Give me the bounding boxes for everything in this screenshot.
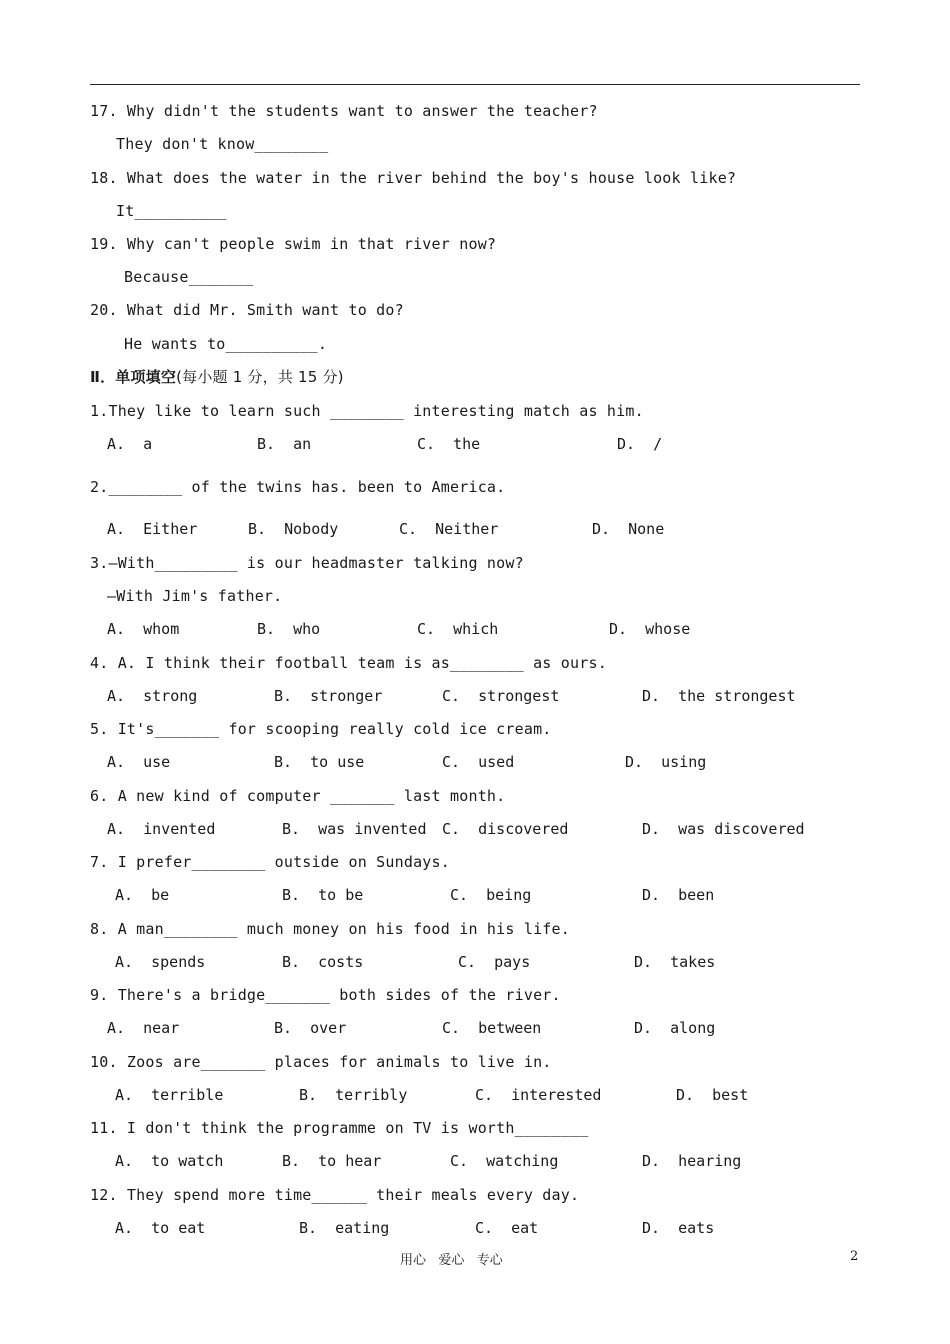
answer-19: Because_______ <box>124 268 254 286</box>
mc-option: D. been <box>642 886 715 904</box>
mc-option: A. to watch <box>115 1152 224 1170</box>
question-17: 17. Why didn't the students want to answer the teacher? <box>90 102 598 120</box>
mc-option: B. an <box>257 435 312 453</box>
mc-option: A. strong <box>107 687 198 705</box>
mc-option: B. Nobody <box>248 520 339 538</box>
mc-option: D. the strongest <box>642 687 796 705</box>
mc-question-4: 4. A. I think their football team is as________ as ours. <box>90 654 607 672</box>
mc-option: D. / <box>617 435 663 453</box>
mc-option: D. eats <box>642 1219 715 1237</box>
mc-option: B. costs <box>282 953 364 971</box>
question-19: 19. Why can't people swim in that river now? <box>90 235 497 253</box>
mc-option: C. eat <box>475 1219 539 1237</box>
mc-option: D. best <box>676 1086 749 1104</box>
answer-20: He wants to__________. <box>124 335 328 353</box>
mc-question-12: 12. They spend more time______ their meals every day. <box>90 1186 580 1204</box>
mc-option: A. terrible <box>115 1086 224 1104</box>
question-18: 18. What does the water in the river behind the boy's house look like? <box>90 169 737 187</box>
mc-option: C. pays <box>458 953 531 971</box>
mc-option: A. whom <box>107 620 180 638</box>
section-heading <box>90 367 344 387</box>
question-20: 20. What did Mr. Smith want to do? <box>90 301 404 319</box>
mc-option: B. who <box>257 620 321 638</box>
mc-option: A. invented <box>107 820 216 838</box>
mc-option: C. being <box>450 886 532 904</box>
mc-option: C. used <box>442 753 515 771</box>
answer-18: It__________ <box>116 202 227 220</box>
mc-option: C. watching <box>450 1152 559 1170</box>
mc-option: D. whose <box>609 620 691 638</box>
mc-option: D. using <box>625 753 707 771</box>
header-rule <box>90 84 860 85</box>
mc-question-10: 10. Zoos are_______ places for animals to live in. <box>90 1053 552 1071</box>
section-scoring: (每小题 1 分，共 15 分) <box>176 368 344 386</box>
section-title: Ⅱ．单项填空 <box>90 368 177 386</box>
mc-option: A. Either <box>107 520 198 538</box>
mc-option: D. takes <box>634 953 716 971</box>
mc-option: B. to hear <box>282 1152 382 1170</box>
mc-option: D. None <box>592 520 665 538</box>
mc-option: D. hearing <box>642 1152 742 1170</box>
mc-option: B. eating <box>299 1219 390 1237</box>
mc-option: A. a <box>107 435 153 453</box>
mc-question-1: 1.They like to learn such ________ interesting match as him. <box>90 402 644 420</box>
mc-option: C. discovered <box>442 820 569 838</box>
mc-question-3-reply: —With Jim's father. <box>107 587 283 605</box>
page-number: 2 <box>850 1249 859 1264</box>
answer-17: They don't know________ <box>116 135 329 153</box>
mc-question-6: 6. A new kind of computer _______ last month. <box>90 787 506 805</box>
mc-option: C. the <box>417 435 481 453</box>
mc-question-7: 7. I prefer________ outside on Sundays. <box>90 853 450 871</box>
mc-question-5: 5. It's_______ for scooping really cold ice cream. <box>90 720 552 738</box>
mc-option: D. along <box>634 1019 716 1037</box>
mc-option: C. which <box>417 620 499 638</box>
mc-option: A. use <box>107 753 171 771</box>
mc-question-9: 9. There's a bridge_______ both sides of the river. <box>90 986 561 1004</box>
mc-option: C. strongest <box>442 687 560 705</box>
mc-option: A. spends <box>115 953 206 971</box>
mc-option: B. over <box>274 1019 347 1037</box>
mc-question-8: 8. A man________ much money on his food in his life. <box>90 920 570 938</box>
mc-question-3: 3.—With_________ is our headmaster talking now? <box>90 554 524 572</box>
footer-motto: 用心 爱心 专心 <box>400 1253 503 1268</box>
mc-option: C. interested <box>475 1086 602 1104</box>
mc-option: A. near <box>107 1019 180 1037</box>
mc-question-2: 2.________ of the twins has. been to America. <box>90 478 506 496</box>
mc-option: B. to be <box>282 886 364 904</box>
mc-option: A. to eat <box>115 1219 206 1237</box>
mc-option: A. be <box>115 886 170 904</box>
mc-option: B. stronger <box>274 687 383 705</box>
mc-option: C. between <box>442 1019 542 1037</box>
mc-option: B. terribly <box>299 1086 408 1104</box>
mc-option: B. was invented <box>282 820 427 838</box>
mc-option: B. to use <box>274 753 365 771</box>
mc-question-11: 11. I don't think the programme on TV is worth________ <box>90 1119 589 1137</box>
mc-option: D. was discovered <box>642 820 805 838</box>
mc-option: C. Neither <box>399 520 499 538</box>
